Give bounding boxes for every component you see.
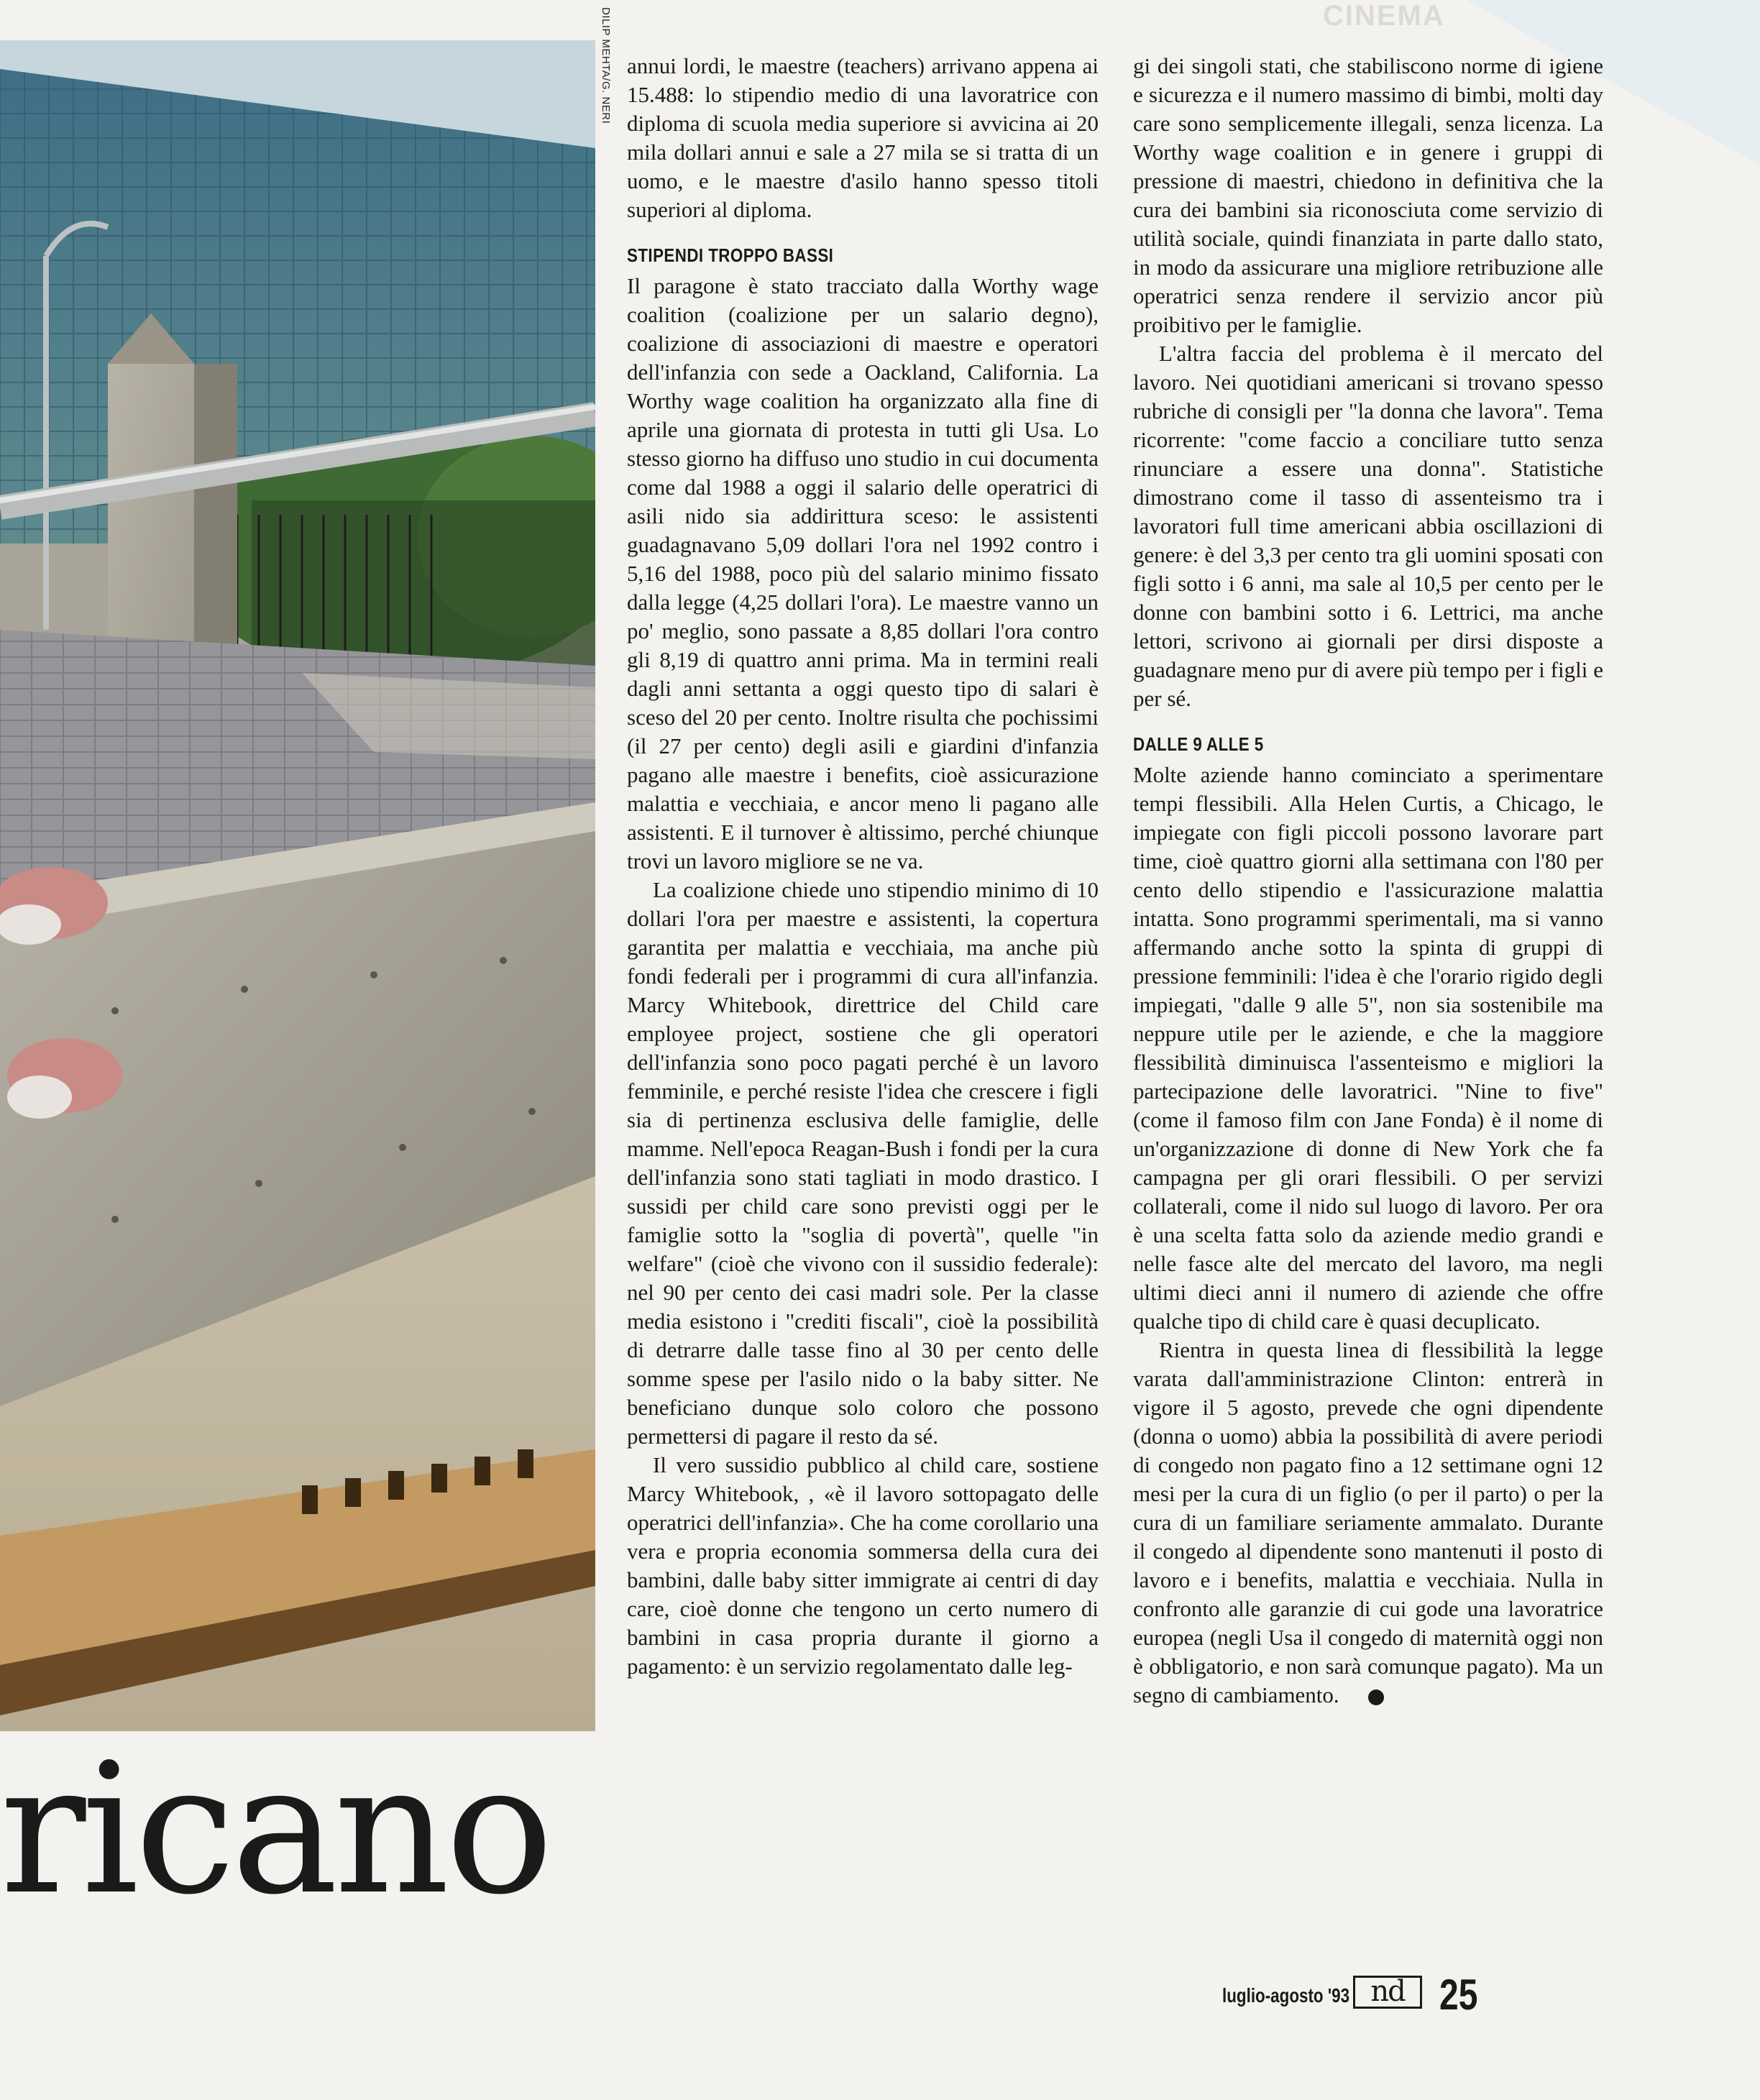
paragraph: gi dei singoli stati, che stabiliscono norme di igiene e sicurezza e il numero massimo di bimbi, molti day care sono semplicemente illegali, senza licenza. La Worthy wage coalition e in genere i gruppi di pressione di maestri, chiedono in definitiva che la cura dei bambini sia riconosciuta come servizio di utilità sociale, quindi finanziata in parte dallo stato, in modo da assicurare una migliore retribuzione alle operatrici senza rendere il servizio ancor più proibitivo per le famiglie. [1133, 53, 1603, 337]
paragraph: La coalizione chiede uno stipendio minimo di 10 dollari l'ora per maestre e assistenti, la copertura garantita per malattia e vecchiaia, ma anche più fondi federali per i programmi di cura all'infanzia. Marcy Whitebook, direttrice del Child care employee project, sostiene che gli operatori dell'infanzia sono poco pagati perché è un lavoro femminile, e perché resiste l'idea che crescere i figli sia di pertinenza esclusiva delle famiglie, delle mamme. Nell'epoca Reagan-Bush i fondi per la cura dell'infanzia sono stati tagliati in modo drastico. I sussidi per child care sono previsti oggi per le famiglie sotto la "soglia di povertà", quelle "in welfare" (cioè che vivono con il sussidio federale): nel 90 per cento dei casi madri sole. Per la classe media esistono i "crediti fiscali", cioè la possibilità di detrarre dalle tasse fino al 30 per cento delle somme spese per l'asilo nido o la baby sitter. Ne beneficiano dunque solo coloro che possono permettersi di pagare il resto da sé. [627, 877, 1099, 1449]
article-photo [0, 40, 595, 1731]
paragraph: L'altra faccia del problema è il mercato del lavoro. Nei quotidiani americani si trovano spesso rubriche di consigli per "la donna che lavora". Tema ricorrente: "come faccio a conciliare tutto senza rinunciare a essere una donna". Statistiche dimostrano come il tasso di assenteismo tra i lavoratori full time americani abbia oscillazioni di genere: è del 3,3 per cento tra gli uomini sposati con figli sotto i 6 anni, ma sale al 10,5 per cento per le donne con bambini sotto i 6. Lettrici, ma anche lettori, scrivono ai giornali per dirsi disposte a guadagnare meno pur di avere più tempo per i figli e per sé. [1133, 341, 1603, 711]
page-number: 25 [1439, 1971, 1478, 2019]
issue-date: luglio-agosto '93 [1222, 1984, 1350, 2007]
page-footer [1222, 1968, 1531, 2019]
paragraph: annui lordi, le maestre (teachers) arrivano appena ai 15.488: lo stipendio medio di una lavoratrice con diploma di scuola media superiore si avvicina ai 20 mila dollari annui e sale a 27 mila se si tratta di un uomo, e le maestre d'asilo hanno spesso titoli superiori al diploma. [627, 53, 1099, 222]
paragraph: Il paragone è stato tracciato dalla Worthy wage coalition (coalizione per un salario degno), coalizione di associazioni di maestre e operatori dell'infanzia con sede a Oackland, California. La Worthy wage coalition ha organizzato alla fine di aprile una giornata di protesta in tutti gli Usa. Lo stesso giorno ha diffuso uno studio in cui documenta come dal 1988 a oggi il salario delle operatrici di asili nido sia addirittura sceso: le assistenti guadagnavano 5,09 dollari l'ora nel 1992 contro i 5,16 del 1988, poco più del salario minimo fissato dalla legge (4,25 dollari l'ora). Le maestre vanno un po' meglio, sono passate a 8,85 dollari l'ora contro gli 8,19 di quattro anni prima. Ma in termini reali dagli anni settanta a oggi questo tipo di salari è sceso del 20 per cento. Inoltre risulta che pochissimi (il 27 per cento) degli asili e giardini d'infanzia pagano alle maestre i benefits, cioè assicurazione malattia e vecchiaia, e ancor meno li pagano alle assistenti. E il turnover è altissimo, perché chiunque trovi un lavoro migliore se ne va. [627, 273, 1099, 874]
headline-fragment: ricano [0, 1725, 550, 1934]
playground-photo-illustration [0, 40, 595, 1731]
paragraph-text: Rientra in questa linea di flessibilità la legge varata dall'amministrazione Clinton: entrerà in vigore il 5 agosto, prevede che ogni dipendente (donna o uomo) abbia la possibilità di avere periodi di congedo non pagato fino a 12 settimane ogni 12 mesi per la cura di un figlio (o per il parto) o per la cura di un familiare seriamente ammalato. Durante il congedo al dipendente sono mantenuti il posto di lavoro e i benefits, malattia e vecchiaia. Nulla in confronto alle garanzie di cui gode una lavoratrice europea (negli Usa il congedo di maternità oggi non è obbligatorio, e non sarà comunque pagato). Ma un segno di cambiamento. [1133, 1337, 1603, 1707]
end-of-article-icon [1368, 1689, 1384, 1705]
subheading: STIPENDI TROPPO BASSI [627, 244, 834, 266]
article-column-left [627, 52, 1099, 1681]
paragraph: Molte aziende hanno cominciato a sperimentare tempi flessibili. Alla Helen Curtis, a Chicago, le impiegate con figli piccoli possono lavorare part time, cioè quattro giorni alla settimana con l'80 per cento dello stipendio e l'assicurazione malattia intatta. Sono programmi sperimentali, ma si vanno affermando anche sotto la spinta di gruppi di pressione femminili: l'idea è che l'orario rigido degli impiegati, "dalle 9 alle 5", non sia sostenibile ma neppure utile per le aziende, e che la maggiore flessibilità diminuisca l'assenteismo e migliori la partecipazione delle lavoratrici. "Nine to five" (come il famoso film con Jane Fonda) è il nome di un'organizzazione di donne di New York che fa campagna per gli orari flessibili. O per servizi collaterali, come il nido sul luogo di lavoro. Per ora è una scelta fatta solo da aziende medio grandi e nelle fasce alte del mercato del lavoro, ma negli ultimi dieci anni il numero di aziende che offre qualche tipo di child care è quasi decuplicato. [1133, 762, 1603, 1334]
paragraph [1133, 1336, 1603, 1710]
article-column-right [1133, 52, 1603, 1710]
subheading: DALLE 9 ALLE 5 [1133, 733, 1264, 755]
photo-credit: DILIP MEHTA/G. NERI [600, 7, 612, 124]
paragraph: Il vero sussidio pubblico al child care, sostiene Marcy Whitebook, , «è il lavoro sottopagato delle operatrici dell'infanzia». Che ha come corollario una vera e propria economia sommersa della cura dei bambini, dalle baby sitter immigrate ai centri di day care, cioè donne che tengono un certo numero di bambini in casa propria durante il giorno a pagamento: è un servizio regolamentato dalle leg- [627, 1452, 1099, 1679]
section-tag: CINEMA [1323, 0, 1445, 32]
magazine-logo: nd [1353, 1976, 1422, 2009]
